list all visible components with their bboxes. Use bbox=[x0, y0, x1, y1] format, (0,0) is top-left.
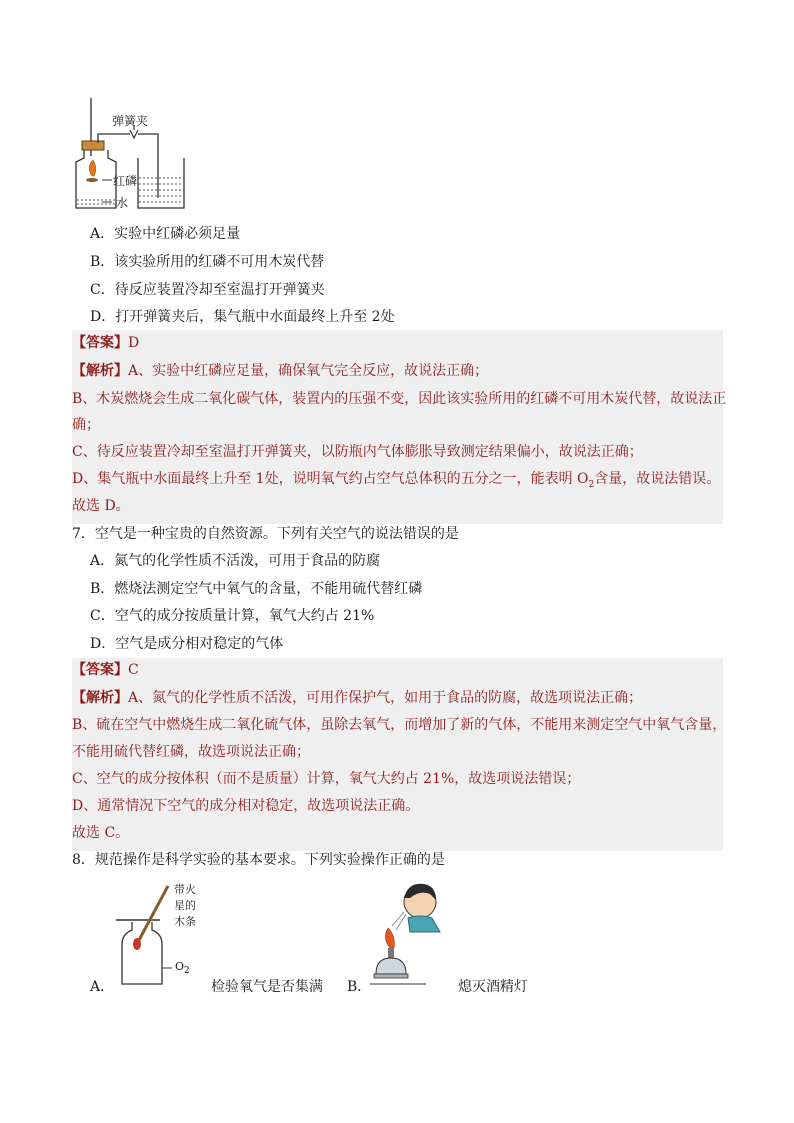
q6-option-b: B．该实验所用的红磷不可用木炭代替 bbox=[90, 254, 325, 270]
blowing-lamp-drawing bbox=[370, 876, 450, 990]
q6-answer bbox=[72, 334, 139, 352]
o2-label bbox=[175, 960, 190, 976]
q6-option-a: A．实验中红磷必须足量 bbox=[90, 226, 241, 242]
q8-option-b-figure bbox=[370, 876, 450, 990]
splint-label-line-3: 木条 bbox=[174, 915, 196, 928]
q7-analysis-line-1 bbox=[72, 689, 642, 707]
analysis-d-post: 含量，故说法错误。 bbox=[594, 471, 721, 487]
q7-analysis-line-2: B、硫在空气中燃烧生成二氧化硫气体，虽除去氧气，而增加了新的气体，不能用来测定空气中氧气含量， bbox=[72, 717, 727, 733]
label-water: 水 bbox=[116, 196, 129, 210]
q7-option-c: C．空气的成分按质量计算，氧气大约占 21% bbox=[90, 608, 375, 624]
q6-analysis-line-3: 确； bbox=[72, 417, 100, 433]
q6-answer-band bbox=[72, 330, 723, 524]
q8-stem: 8．规范操作是科学实验的基本要求。下列实验操作正确的是 bbox=[72, 852, 445, 868]
analysis-text: A、氮气的化学性质不活泼，可用作保护气，如用于食品的防腐，故选项说法正确； bbox=[128, 690, 643, 706]
q8-option-a-caption: 检验氧气是否集满 bbox=[211, 979, 323, 995]
q8-option-a-letter: A． bbox=[90, 979, 115, 995]
q6-apparatus-figure bbox=[72, 96, 212, 216]
answer-tag: 【答案】 bbox=[72, 662, 128, 678]
q8-option-a-figure bbox=[110, 880, 200, 990]
analysis-d-pre: D、集气瓶中水面最终上升至 1处，说明氧气约占空气总体积的五分之一，能表明 O bbox=[72, 471, 589, 487]
q6-analysis-line-4: C、待反应装置冷却至室温打开弹簧夹，以防瓶内气体膨胀导致测定结果偏小，故说法正确； bbox=[72, 444, 643, 460]
q6-conclusion: 故选 D。 bbox=[72, 498, 130, 514]
answer-tag: 【答案】 bbox=[72, 335, 128, 351]
q7-analysis-line-3: 不能用硫代替红磷，故选项说法正确； bbox=[72, 744, 310, 760]
label-clip: 弹簧夹 bbox=[112, 114, 149, 128]
q7-option-d: D．空气是成分相对稳定的气体 bbox=[90, 636, 284, 652]
q7-option-b: B．燃烧法测定空气中氧气的含量，不能用硫代替红磷 bbox=[90, 581, 423, 597]
q7-analysis-line-5: D、通常情况下空气的成分相对稳定，故选项说法正确。 bbox=[72, 798, 420, 814]
answer-value: D bbox=[128, 335, 140, 351]
q6-analysis-line-2: B、木炭燃烧会生成二氧化碳气体，装置内的压强不变，因此该实验所用的红磷不可用木炭代替，故说法正 bbox=[72, 391, 727, 407]
q7-analysis-line-4: C、空气的成分按体积（而不是质量）计算，氧气大约占 21%，故选项说法错误； bbox=[72, 771, 581, 787]
q7-option-a: A．氮气的化学性质不活泼，可用于食品的防腐 bbox=[90, 553, 381, 569]
answer-value: C bbox=[128, 662, 139, 678]
q8-option-b-caption: 熄灭酒精灯 bbox=[458, 979, 528, 995]
splint-label-line-2: 星的 bbox=[174, 899, 196, 912]
splint-label bbox=[174, 882, 196, 930]
analysis-d-sub: 2 bbox=[588, 479, 595, 490]
q7-answer bbox=[72, 661, 139, 679]
analysis-text: A、实验中红磷应足量，确保氧气完全反应，故说法正确； bbox=[128, 363, 489, 379]
analysis-tag: 【解析】 bbox=[72, 363, 128, 379]
q7-conclusion: 故选 C。 bbox=[72, 825, 130, 841]
q6-analysis-line-1 bbox=[72, 362, 488, 380]
q6-option-d: D．打开弹簧夹后，集气瓶中水面最终上升至 2处 bbox=[90, 309, 395, 325]
q6-analysis-line-5 bbox=[72, 470, 720, 494]
q7-stem: 7．空气是一种宝贵的自然资源。下列有关空气的说法错误的是 bbox=[72, 526, 459, 542]
o2-label-o: O bbox=[175, 960, 185, 973]
analysis-tag: 【解析】 bbox=[72, 690, 128, 706]
label-phosphorus: 红磷 bbox=[113, 174, 138, 188]
splint-label-line-1: 带火 bbox=[174, 883, 196, 896]
q6-option-c: C．待反应装置冷却至室温打开弹簧夹 bbox=[90, 282, 325, 298]
o2-label-sub: 2 bbox=[184, 966, 190, 977]
q8-option-b-letter: B． bbox=[347, 979, 372, 995]
